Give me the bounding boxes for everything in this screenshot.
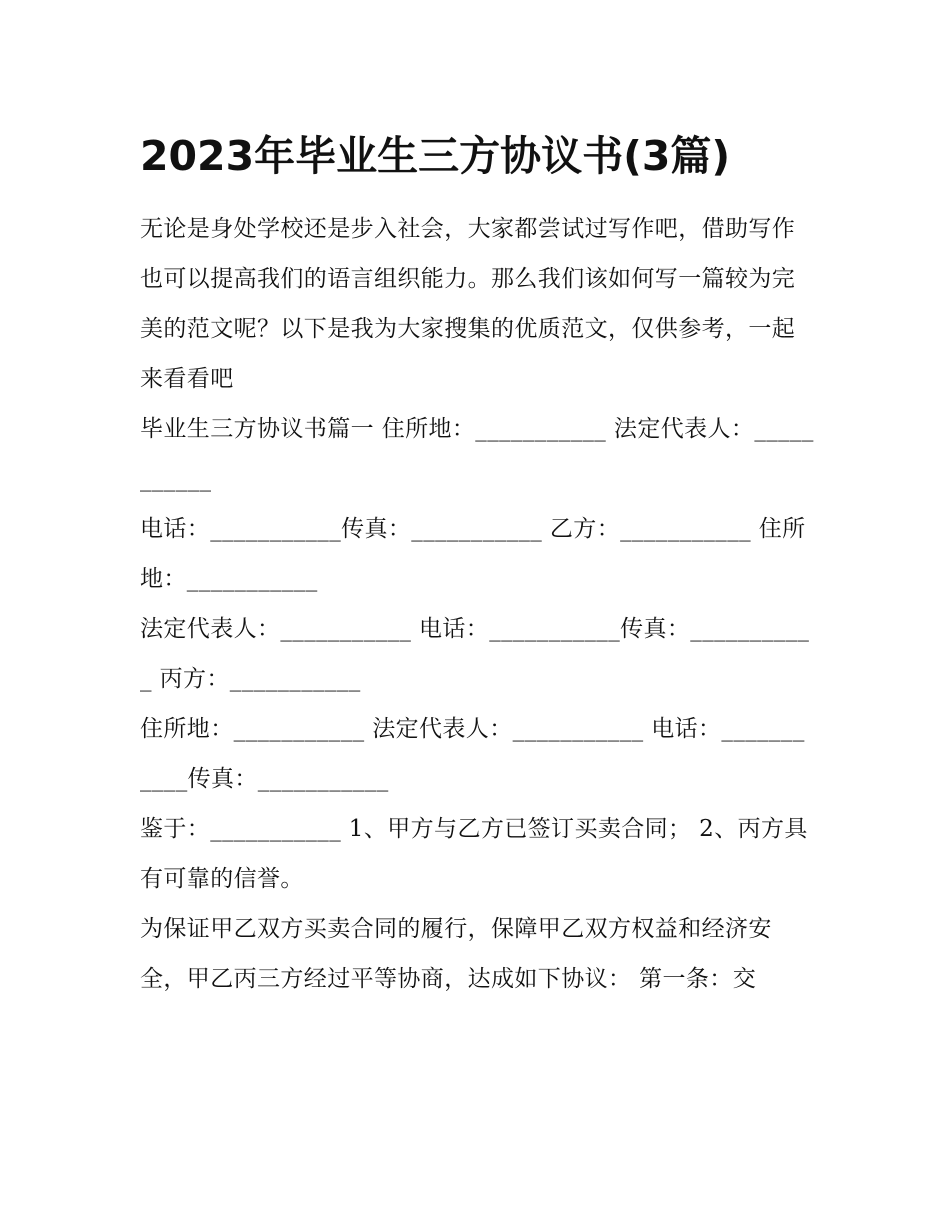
agreement-paragraph: 为保证甲乙双方买卖合同的履行，保障甲乙双方权益和经济安全，甲乙丙三方经过平等协商，达成如下协议： 第一条：交: [140, 916, 772, 992]
recitals-paragraph: 鉴于：___________ 1、甲方与乙方已签订买卖合同； 2、丙方具有可靠的信誉。: [140, 816, 808, 892]
party-a-contact-paragraph: 电话：___________传真：___________ 乙方：___________ 住所地：___________: [140, 516, 806, 592]
intro-paragraph: 无论是身处学校还是步入社会，大家都尝试过写作吧，借助写作也可以提高我们的语言组织能力。那么我们该如何写一篇较为完美的范文呢？以下是我为大家搜集的优质范文，仅供参考，一起来看看吧: [140, 216, 796, 392]
party-b-contact-paragraph: 法定代表人：___________ 电话：___________传真：___________ 丙方：___________: [140, 616, 810, 692]
document-page: [140, 118, 815, 1004]
party-a-paragraph: 毕业生三方协议书篇一 住所地：___________ 法定代表人：___________: [140, 416, 814, 492]
party-c-contact-paragraph: 住所地：___________ 法定代表人：___________ 电话：___________传真：___________: [140, 716, 805, 792]
document-title: 2023年毕业生三方协议书(3篇): [140, 132, 731, 180]
